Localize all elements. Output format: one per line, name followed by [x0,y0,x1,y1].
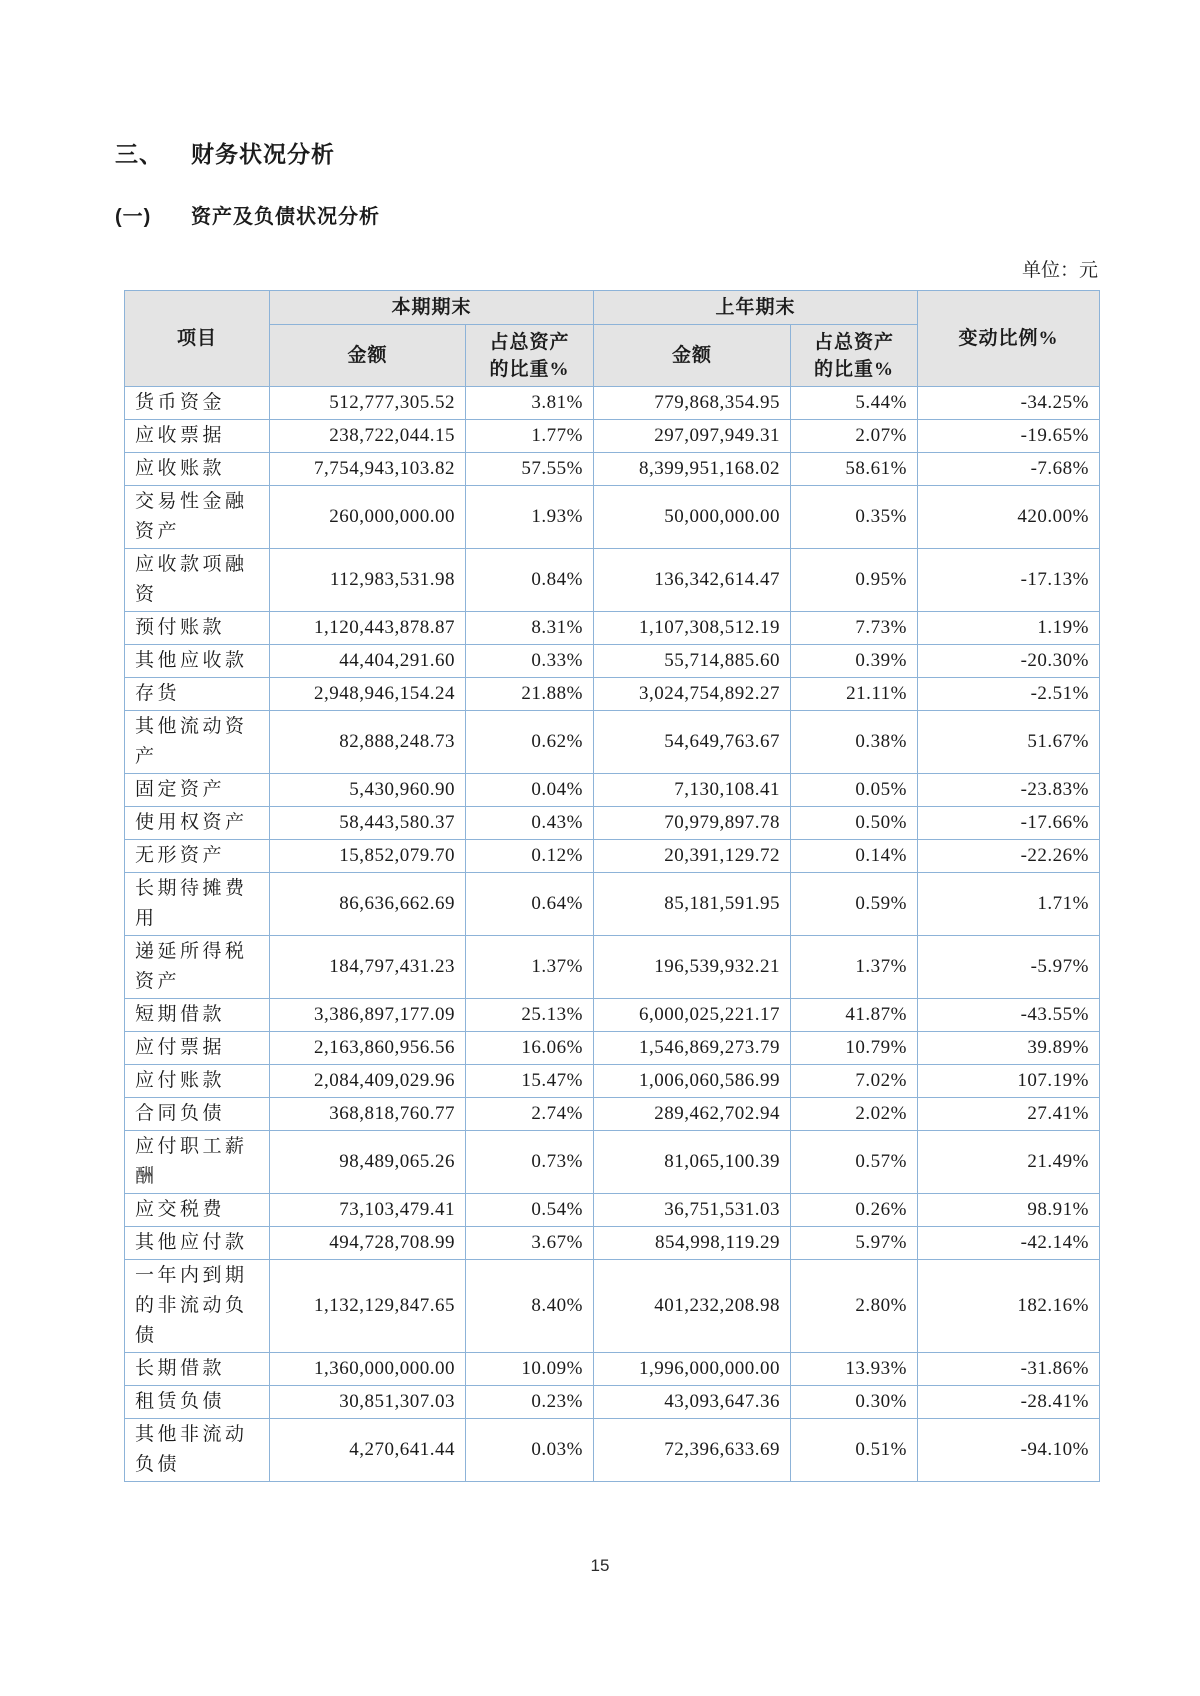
change-ratio-cell: -34.25% [918,387,1100,420]
prior-amount-cell: 196,539,932.21 [593,936,790,999]
unit-label: 单位：元 [1021,260,1098,281]
item-cell: 应交税费 [124,1194,269,1227]
current-amount-cell: 112,983,531.98 [269,549,465,612]
item-cell: 其他非流动负债 [124,1419,269,1482]
header-pct-current-label: 占总资产的比重% [489,331,570,380]
current-pct-cell: 0.04% [465,774,593,807]
prior-amount-cell: 72,396,633.69 [593,1419,790,1482]
current-pct-cell: 0.03% [465,1419,593,1482]
prior-pct-cell: 0.57% [790,1131,917,1194]
prior-amount-cell: 36,751,531.03 [593,1194,790,1227]
subsection-title: 资产及负债状况分析 [191,206,380,228]
table-row [124,711,1099,774]
current-pct-cell: 0.23% [465,1386,593,1419]
change-ratio-cell: 51.67% [918,711,1100,774]
prior-pct-cell: 13.93% [790,1353,917,1386]
prior-pct-cell: 0.26% [790,1194,917,1227]
item-cell: 其他流动资产 [124,711,269,774]
change-ratio-cell: -2.51% [918,678,1100,711]
current-amount-cell: 2,084,409,029.96 [269,1065,465,1098]
table-row [124,936,1099,999]
item-cell: 其他应收款 [124,645,269,678]
current-amount-cell: 3,386,897,177.09 [269,999,465,1032]
header-current-period: 本期期末 [269,291,593,325]
item-cell: 长期借款 [124,1353,269,1386]
change-ratio-cell: -42.14% [918,1227,1100,1260]
change-ratio-cell: 107.19% [918,1065,1100,1098]
header-prior-period: 上年期末 [593,291,917,325]
prior-pct-cell: 0.38% [790,711,917,774]
current-amount-cell: 5,430,960.90 [269,774,465,807]
current-pct-cell: 0.12% [465,840,593,873]
table-row [124,1386,1099,1419]
prior-amount-cell: 70,979,897.78 [593,807,790,840]
prior-pct-cell: 2.80% [790,1260,917,1353]
current-pct-cell: 8.40% [465,1260,593,1353]
change-ratio-cell: -17.66% [918,807,1100,840]
table-row [124,387,1099,420]
current-amount-cell: 58,443,580.37 [269,807,465,840]
prior-pct-cell: 21.11% [790,678,917,711]
table-row [124,549,1099,612]
prior-amount-cell: 297,097,949.31 [593,420,790,453]
current-pct-cell: 16.06% [465,1032,593,1065]
current-pct-cell: 8.31% [465,612,593,645]
item-cell: 应收款项融资 [124,549,269,612]
current-amount-cell: 512,777,305.52 [269,387,465,420]
table-row [124,1131,1099,1194]
change-ratio-cell: -28.41% [918,1386,1100,1419]
current-amount-cell: 98,489,065.26 [269,1131,465,1194]
item-cell: 存货 [124,678,269,711]
table-row [124,1065,1099,1098]
current-amount-cell: 184,797,431.23 [269,936,465,999]
prior-pct-cell: 0.95% [790,549,917,612]
header-amount-prior: 金额 [593,325,790,387]
current-pct-cell: 15.47% [465,1065,593,1098]
prior-amount-cell: 43,093,647.36 [593,1386,790,1419]
current-pct-cell: 0.43% [465,807,593,840]
item-cell: 租赁负债 [124,1386,269,1419]
current-pct-cell: 21.88% [465,678,593,711]
table-row [124,1353,1099,1386]
prior-pct-cell: 0.50% [790,807,917,840]
change-ratio-cell: 1.19% [918,612,1100,645]
current-pct-cell: 0.62% [465,711,593,774]
prior-pct-cell: 2.02% [790,1098,917,1131]
current-pct-cell: 0.33% [465,645,593,678]
prior-amount-cell: 779,868,354.95 [593,387,790,420]
change-ratio-cell: -7.68% [918,453,1100,486]
table-row [124,678,1099,711]
item-cell: 应付职工薪酬 [124,1131,269,1194]
prior-amount-cell: 401,232,208.98 [593,1260,790,1353]
prior-amount-cell: 1,006,060,586.99 [593,1065,790,1098]
item-cell: 货币资金 [124,387,269,420]
report-page-content [115,0,1100,1482]
current-amount-cell: 260,000,000.00 [269,486,465,549]
item-cell: 递延所得税资产 [124,936,269,999]
prior-amount-cell: 7,130,108.41 [593,774,790,807]
section-title: 财务状况分析 [191,141,335,167]
header-change-ratio: 变动比例% [918,291,1100,387]
change-ratio-cell: -19.65% [918,420,1100,453]
prior-amount-cell: 6,000,025,221.17 [593,999,790,1032]
prior-amount-cell: 50,000,000.00 [593,486,790,549]
change-ratio-cell: -17.13% [918,549,1100,612]
current-amount-cell: 494,728,708.99 [269,1227,465,1260]
prior-pct-cell: 0.35% [790,486,917,549]
change-ratio-cell: -22.26% [918,840,1100,873]
table-row [124,807,1099,840]
section-heading [115,141,1100,167]
current-amount-cell: 44,404,291.60 [269,645,465,678]
item-cell: 短期借款 [124,999,269,1032]
page-number: 15 [590,1556,610,1575]
change-ratio-cell: 1.71% [918,873,1100,936]
current-pct-cell: 25.13% [465,999,593,1032]
prior-pct-cell: 0.51% [790,1419,917,1482]
assets-liabilities-table [124,290,1100,1482]
prior-pct-cell: 0.39% [790,645,917,678]
current-amount-cell: 1,120,443,878.87 [269,612,465,645]
current-pct-cell: 0.84% [465,549,593,612]
table-row [124,873,1099,936]
item-cell: 使用权资产 [124,807,269,840]
change-ratio-cell: 420.00% [918,486,1100,549]
table-header-row-1 [124,291,1099,325]
prior-amount-cell: 20,391,129.72 [593,840,790,873]
prior-pct-cell: 0.30% [790,1386,917,1419]
change-ratio-cell: 182.16% [918,1260,1100,1353]
prior-amount-cell: 854,998,119.29 [593,1227,790,1260]
current-amount-cell: 2,163,860,956.56 [269,1032,465,1065]
change-ratio-cell: -20.30% [918,645,1100,678]
item-cell: 应收账款 [124,453,269,486]
current-pct-cell: 0.73% [465,1131,593,1194]
table-row [124,420,1099,453]
current-pct-cell: 2.74% [465,1098,593,1131]
item-cell: 其他应付款 [124,1227,269,1260]
prior-amount-cell: 55,714,885.60 [593,645,790,678]
item-cell: 一年内到期的非流动负债 [124,1260,269,1353]
item-cell: 应付账款 [124,1065,269,1098]
prior-pct-cell: 10.79% [790,1032,917,1065]
prior-pct-cell: 0.59% [790,873,917,936]
current-amount-cell: 86,636,662.69 [269,873,465,936]
prior-pct-cell: 1.37% [790,936,917,999]
item-cell: 合同负债 [124,1098,269,1131]
change-ratio-cell: 27.41% [918,1098,1100,1131]
current-pct-cell: 10.09% [465,1353,593,1386]
current-pct-cell: 3.67% [465,1227,593,1260]
item-cell: 长期待摊费用 [124,873,269,936]
prior-amount-cell: 136,342,614.47 [593,549,790,612]
current-pct-cell: 0.64% [465,873,593,936]
prior-amount-cell: 81,065,100.39 [593,1131,790,1194]
table-row [124,453,1099,486]
table-row [124,612,1099,645]
current-amount-cell: 82,888,248.73 [269,711,465,774]
table-row [124,774,1099,807]
table-body [124,387,1099,1482]
item-cell: 应收票据 [124,420,269,453]
prior-pct-cell: 5.97% [790,1227,917,1260]
change-ratio-cell: 98.91% [918,1194,1100,1227]
change-ratio-cell: -94.10% [918,1419,1100,1482]
prior-pct-cell: 5.44% [790,387,917,420]
header-pct-prior-label: 占总资产的比重% [813,331,894,380]
current-pct-cell: 1.37% [465,936,593,999]
table-row [124,999,1099,1032]
prior-amount-cell: 54,649,763.67 [593,711,790,774]
current-amount-cell: 30,851,307.03 [269,1386,465,1419]
prior-amount-cell: 289,462,702.94 [593,1098,790,1131]
change-ratio-cell: 39.89% [918,1032,1100,1065]
prior-amount-cell: 1,996,000,000.00 [593,1353,790,1386]
current-amount-cell: 73,103,479.41 [269,1194,465,1227]
change-ratio-cell: -23.83% [918,774,1100,807]
change-ratio-cell: 21.49% [918,1131,1100,1194]
prior-amount-cell: 1,107,308,512.19 [593,612,790,645]
current-pct-cell: 57.55% [465,453,593,486]
table-row [124,1032,1099,1065]
prior-pct-cell: 0.14% [790,840,917,873]
current-pct-cell: 0.54% [465,1194,593,1227]
change-ratio-cell: -43.55% [918,999,1100,1032]
prior-amount-cell: 3,024,754,892.27 [593,678,790,711]
prior-pct-cell: 0.05% [790,774,917,807]
prior-pct-cell: 2.07% [790,420,917,453]
current-amount-cell: 2,948,946,154.24 [269,678,465,711]
table-row [124,1260,1099,1353]
subsection-heading [115,205,1100,229]
item-cell: 预付账款 [124,612,269,645]
prior-amount-cell: 1,546,869,273.79 [593,1032,790,1065]
current-amount-cell: 1,132,129,847.65 [269,1260,465,1353]
header-pct-prior [790,325,917,387]
current-pct-cell: 1.77% [465,420,593,453]
header-item: 项目 [124,291,269,387]
current-amount-cell: 238,722,044.15 [269,420,465,453]
prior-pct-cell: 7.02% [790,1065,917,1098]
current-amount-cell: 7,754,943,103.82 [269,453,465,486]
header-amount-current: 金额 [269,325,465,387]
table-row [124,1227,1099,1260]
prior-amount-cell: 85,181,591.95 [593,873,790,936]
table-row [124,840,1099,873]
subsection-number: (一) [115,206,152,228]
change-ratio-cell: -5.97% [918,936,1100,999]
prior-pct-cell: 58.61% [790,453,917,486]
table-row [124,486,1099,549]
header-pct-current [465,325,593,387]
item-cell: 交易性金融资产 [124,486,269,549]
table-row [124,1194,1099,1227]
table-row [124,645,1099,678]
change-ratio-cell: -31.86% [918,1353,1100,1386]
item-cell: 固定资产 [124,774,269,807]
current-amount-cell: 4,270,641.44 [269,1419,465,1482]
current-amount-cell: 1,360,000,000.00 [269,1353,465,1386]
prior-pct-cell: 41.87% [790,999,917,1032]
item-cell: 无形资产 [124,840,269,873]
current-amount-cell: 15,852,079.70 [269,840,465,873]
current-amount-cell: 368,818,760.77 [269,1098,465,1131]
current-pct-cell: 1.93% [465,486,593,549]
section-number: 三、 [115,141,163,167]
prior-amount-cell: 8,399,951,168.02 [593,453,790,486]
current-pct-cell: 3.81% [465,387,593,420]
prior-pct-cell: 7.73% [790,612,917,645]
table-row [124,1419,1099,1482]
item-cell: 应付票据 [124,1032,269,1065]
table-row [124,1098,1099,1131]
